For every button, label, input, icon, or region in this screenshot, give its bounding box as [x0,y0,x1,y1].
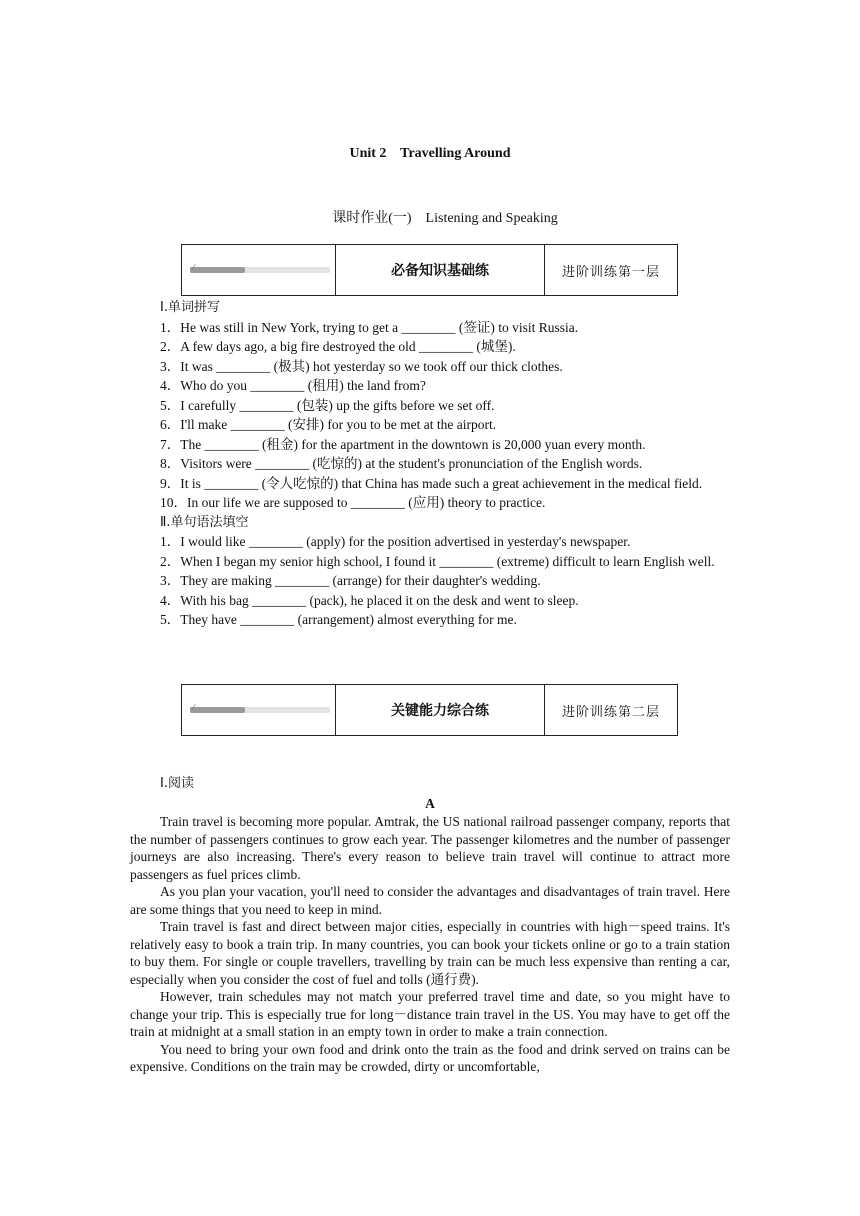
banner-level: 进阶训练第一层 [561,264,660,280]
banner-title: 关键能力综合练 [336,685,545,735]
banner-level: 进阶训练第二层 [561,704,660,720]
exercise-item: 2．When I began my senior high school, I found it ________ (extreme) difficult to learn English well. [160,553,715,569]
exercise-item: 8．Visitors were ________ (吃惊的) at the student's pronunciation of the English words. [160,456,643,471]
passage-paragraph: Train travel is fast and direct between major cities, especially in countries with high－speed trains. It's relatively easy to book a train trip. In many countries, you can book your tickets online or go to a train station to buy them. For single or couple travellers, travelling by train can be much less expensive than renting a car, especially when you consider the cost of fuel and tolls (通行费). [130,919,730,987]
exercise-item: 4．Who do you ________ (租用) the land from? [160,378,426,393]
lesson-title: 课时作业(一) Listening and Speaking [332,211,558,226]
section-banner-basic [181,244,678,296]
banner-progress-cell [182,245,336,295]
exercise-item: 5．I carefully ________ (包装) up the gifts before we set off. [160,397,495,413]
exercise-item: 6．I'll make ________ (安排) for you to be met at the airport. [160,417,497,432]
exercise-item: 4．With his bag ________ (pack), he placed it on the desk and went to sleep. [160,592,579,608]
exercise-item: 7．The ________ (租金) for the apartment in the downtown is 20,000 yuan every month. [160,436,646,452]
exercise-item: 3．They are making ________ (arrange) for their daughter's wedding. [160,573,541,588]
exercise-item: 5．They have ________ (arrangement) almost everything for me. [160,612,517,627]
progress-bar-icon: ✓ [190,267,330,273]
passage-paragraph: As you plan your vacation, you'll need to consider the advantages and disadvantages of train travel. Here are some things that you need to keep in mind. [130,884,730,917]
banner-title: 必备知识基础练 [336,245,545,295]
exercise-item: 10．In our life we are supposed to ________ (应用) theory to practice. [160,495,546,510]
unit-title: Unit 2 Travelling Around [349,146,511,161]
exercise-section-1 [130,298,730,630]
banner-progress-cell [182,685,336,735]
section-heading: Ⅰ.单词拼写 [160,300,220,315]
passage-paragraph: However, train schedules may not match your preferred travel time and date, so you might have to change your trip. This is especially true for long－distance train travel in the US. You may have to get off the train at midnight at a small station in an empty town in order to make a train connection. [130,989,730,1039]
section-banner-advanced [181,684,678,736]
exercise-item: 2．A few days ago, a big fire destroyed the old ________ (城堡). [160,339,516,354]
progress-bar-icon: ✓ [190,707,330,713]
passage-paragraph: Train travel is becoming more popular. Amtrak, the US national railroad passenger company, reports that the number of passengers continues to grow each year. The passenger kilometres and the number of passenger journeys are also increasing. There's every reason to believe train travel will continue to attract more passengers as fuel prices climb. [130,814,730,882]
section-heading: Ⅰ.阅读 [160,776,194,791]
passage-paragraph: You need to bring your own food and drink onto the train as the food and drink served on trains can be expensive. Conditions on the train may be crowded, dirty or uncomfortable, [130,1041,730,1074]
exercise-item: 3．It was ________ (极其) hot yesterday so we took off our thick clothes. [160,358,563,374]
reading-section [130,774,730,1076]
exercise-item: 1．I would like ________ (apply) for the position advertised in yesterday's newspaper. [160,534,631,549]
section-heading: Ⅱ.单句语法填空 [160,514,249,530]
exercise-item: 1．He was still in New York, trying to get a ________ (签证) to visit Russia. [160,319,579,335]
passage-label: A [425,795,435,811]
exercise-item: 9．It is ________ (令人吃惊的) that China has made such a great achievement in the medical field. [160,475,703,491]
